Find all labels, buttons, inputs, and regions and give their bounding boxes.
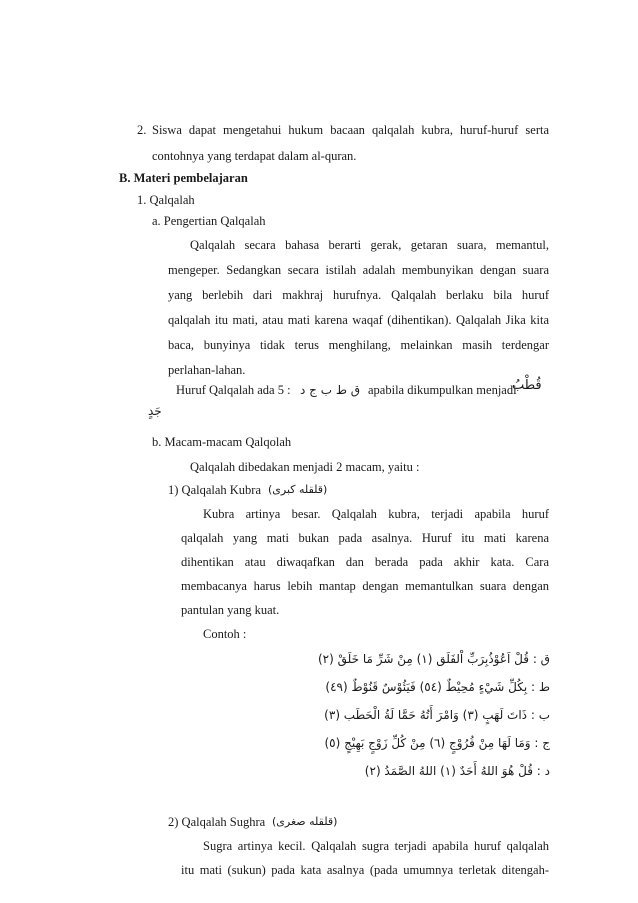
paragraph-line: Sugra artinya kecil. Qalqalah sugra terjadi apabila huruf qalqalah bbox=[203, 839, 549, 853]
example-line: ب : ذَاتَ لَهَبٍ (٣) وَامْرَ أَتُهُ حَمَّا لَةُ الْحَطَب (٣) bbox=[324, 708, 550, 722]
list-number: 2. bbox=[137, 123, 147, 137]
huruf-suffix: apabila dikumpulkan menjadi bbox=[368, 383, 517, 397]
paragraph-line: contohnya yang terdapat dalam al-quran. bbox=[152, 149, 357, 163]
paragraph-line: perlahan-lahan. bbox=[168, 363, 246, 377]
section-heading: B. Materi pembelajaran bbox=[119, 171, 248, 185]
sughra-title: 2) Qalqalah Sughra bbox=[168, 815, 266, 829]
paragraph-line: qalqalah yang mati bukan pada asalnya. Huruf itu mati karena bbox=[181, 531, 549, 545]
huruf-letters-arabic: ق ط ب ج د bbox=[300, 383, 361, 397]
example-line: د : قُلْ هُوَ اللهُ أَحَدٌ (١) اللهُ الصَّمَدُ (٢) bbox=[364, 764, 550, 778]
paragraph-line: mengeper. Sedangkan secara istilah adalah membunyikan dengan suara bbox=[168, 263, 549, 277]
kubra-arabic: (قلقله كبرى) bbox=[268, 483, 328, 496]
paragraph-line: Qalqalah dibedakan menjadi 2 macam, yaitu : bbox=[190, 460, 420, 474]
paragraph-line: Kubra artinya besar. Qalqalah kubra, terjadi apabila huruf bbox=[203, 507, 549, 521]
paragraph-line: pantulan yang kuat. bbox=[181, 603, 280, 617]
sughra-arabic: (قلقله صغرى) bbox=[272, 815, 338, 828]
paragraph-line: Qalqalah secara bahasa berarti gerak, getaran suara, memantul, bbox=[190, 238, 549, 252]
paragraph-line: membacanya harus lebih mantap dengan memantulkan suara dengan bbox=[181, 579, 549, 593]
paragraph-line: yang berlebih dari makhraj hurufnya. Qalqalah berlaku bila huruf bbox=[168, 288, 549, 302]
contoh-label: Contoh : bbox=[203, 627, 247, 641]
paragraph-line: baca, bunyinya tidak terus menghilang, melainkan masih terdengar bbox=[168, 338, 549, 352]
example-line: ط : بِكُلِّ شَيْءٍ مُحِيْطٌ (٥٤) فَيَئُوْسٌ قَنُوْطٌ (٤٩) bbox=[325, 680, 550, 694]
example-line: ج : وَمَا لَهَا مِنْ فُرُوْجٍ (٦) مِنْ كُلِّ زَوْجٍ بَهِيْجٍ (٥) bbox=[324, 736, 550, 750]
huruf-label: Huruf Qalqalah ada 5 : bbox=[176, 383, 291, 397]
subsection-heading: 1. Qalqalah bbox=[137, 193, 195, 207]
paragraph-line: itu mati (sukun) pada kata asalnya (pada umumnya terletak ditengah- bbox=[181, 863, 549, 877]
paragraph-line: qalqalah itu mati, atau mati karena waqaf (dihentikan). Qalqalah Jika kita bbox=[168, 313, 549, 327]
huruf-word-arabic-2: جَدٍ bbox=[148, 404, 162, 418]
subsection-title: a. Pengertian Qalqalah bbox=[152, 214, 266, 228]
kubra-title: 1) Qalqalah Kubra bbox=[168, 483, 262, 497]
paragraph-line: Siswa dapat mengetahui hukum bacaan qalqalah kubra, huruf-huruf serta bbox=[152, 123, 549, 137]
example-line: ق : قُلْ اَعُوْذُبِرَبِّ اْلفَلَق (١) مِنْ شَرِّ مَا خَلَقْ (٢) bbox=[317, 652, 550, 666]
subsection-title: b. Macam-macam Qalqolah bbox=[152, 435, 292, 449]
huruf-word-arabic: قُطْبُ bbox=[512, 378, 542, 393]
paragraph-line: dihentikan atau diwaqafkan dan berada pada akhir kata. Cara bbox=[181, 555, 549, 569]
